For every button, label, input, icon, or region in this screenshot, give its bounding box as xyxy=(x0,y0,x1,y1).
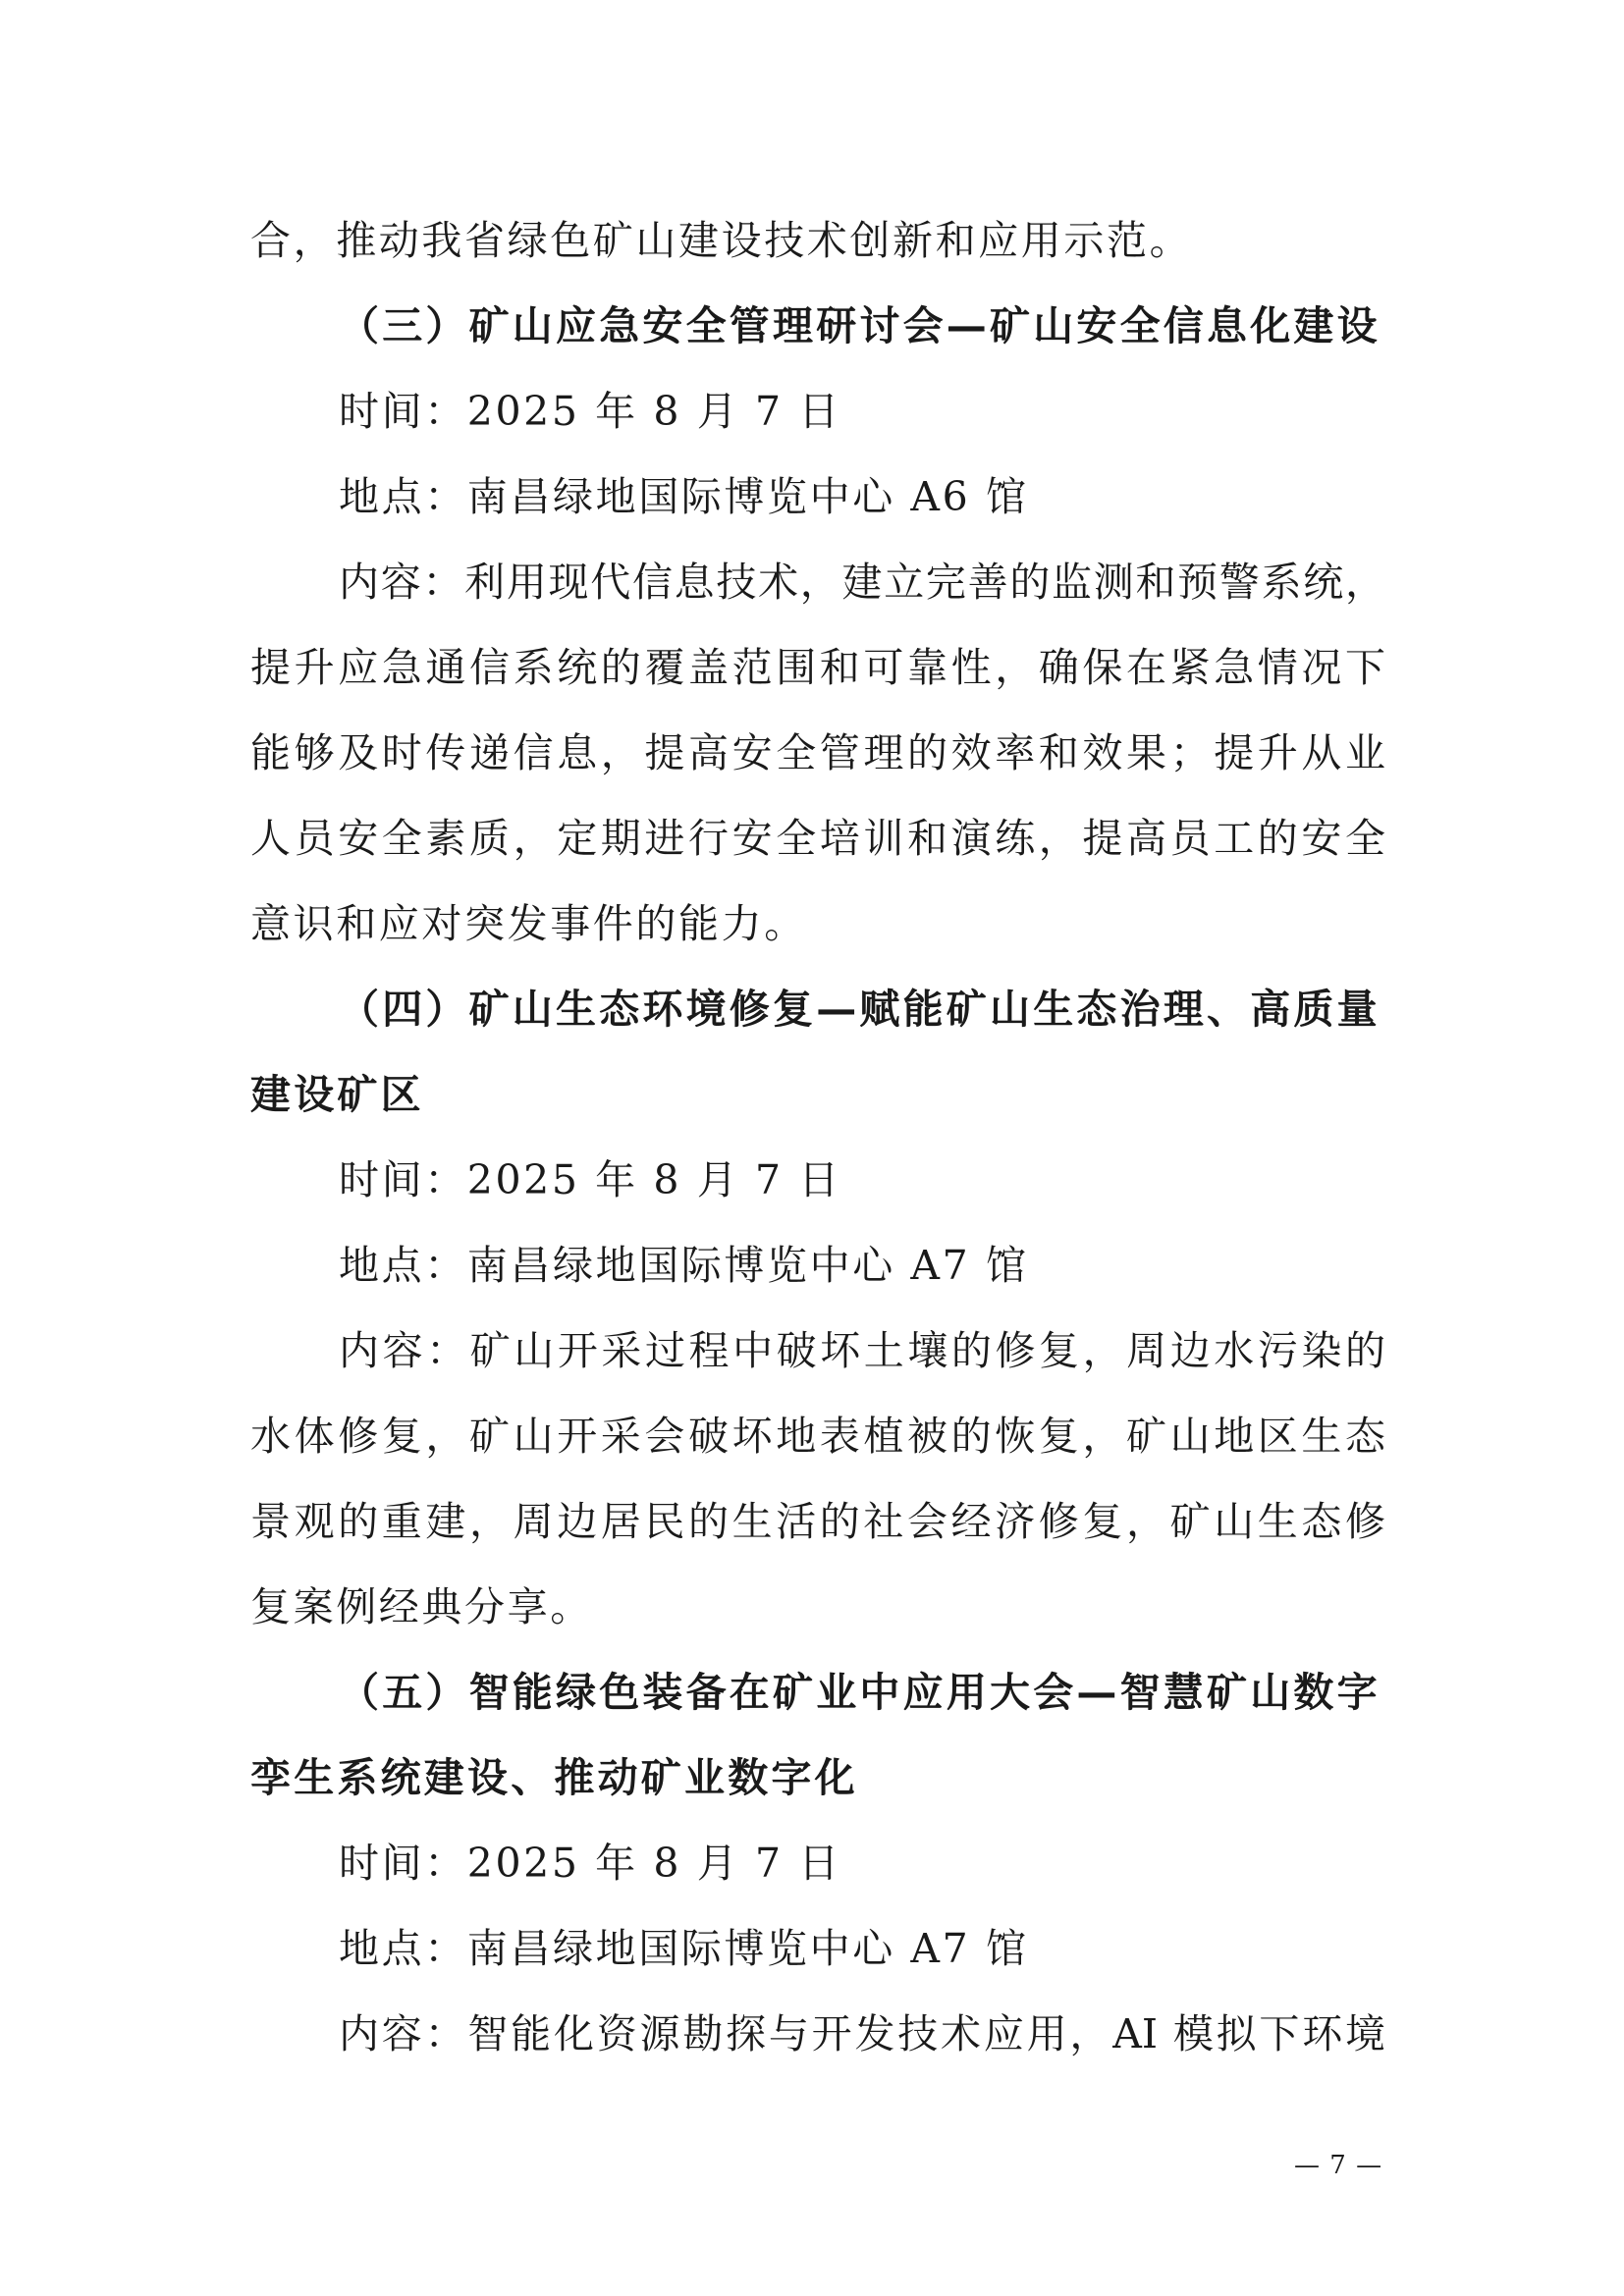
section-4-content-line: 复案例经典分享。 xyxy=(250,1583,593,1630)
page-number: — 7 — xyxy=(1294,2151,1383,2180)
section-3-time: 时间：2025 年 8 月 7 日 xyxy=(339,388,841,435)
section-4-time: 时间：2025 年 8 月 7 日 xyxy=(339,1156,841,1203)
section-heading-4: （四）矿山生态环境修复—赋能矿山生态治理、高质量 xyxy=(339,986,1380,1033)
section-5-location: 地点：南昌绿地国际博览中心 A7 馆 xyxy=(339,1925,1029,1972)
section-3-content-line: 意识和应对突发事件的能力。 xyxy=(250,900,807,947)
section-3-location: 地点：南昌绿地国际博览中心 A6 馆 xyxy=(339,473,1029,520)
section-3-content-line: 能够及时传递信息，提高安全管理的效率和效果；提升从业 xyxy=(250,729,1385,776)
section-3-content-line: 人员安全素质，定期进行安全培训和演练，提高员工的安全 xyxy=(250,815,1385,862)
body-text-line: 合，推动我省绿色矿山建设技术创新和应用示范。 xyxy=(250,217,1193,264)
section-4-location: 地点：南昌绿地国际博览中心 A7 馆 xyxy=(339,1242,1029,1289)
section-heading-3: （三）矿山应急安全管理研讨会—矿山安全信息化建设 xyxy=(339,302,1380,349)
section-4-content-line: 景观的重建，周边居民的生活的社会经济修复，矿山生态修 xyxy=(250,1498,1385,1545)
section-heading-5-continued: 孪生系统建设、推动矿业数字化 xyxy=(250,1754,858,1801)
section-3-content-line: 提升应急通信系统的覆盖范围和可靠性，确保在紧急情况下 xyxy=(250,644,1385,691)
section-heading-5: （五）智能绿色装备在矿业中应用大会—智慧矿山数字 xyxy=(339,1669,1380,1716)
section-3-content-line: 内容：利用现代信息技术，建立完善的监测和预警系统， xyxy=(339,559,1385,606)
section-5-content-line: 内容：智能化资源勘探与开发技术应用，AI 模拟下环境 xyxy=(339,2010,1385,2057)
section-5-time: 时间：2025 年 8 月 7 日 xyxy=(339,1840,841,1887)
section-heading-4-continued: 建设矿区 xyxy=(250,1071,424,1118)
section-4-content-line: 内容：矿山开采过程中破坏土壤的修复，周边水污染的 xyxy=(339,1327,1385,1374)
section-4-content-line: 水体修复，矿山开采会破坏地表植被的恢复，矿山地区生态 xyxy=(250,1413,1385,1460)
